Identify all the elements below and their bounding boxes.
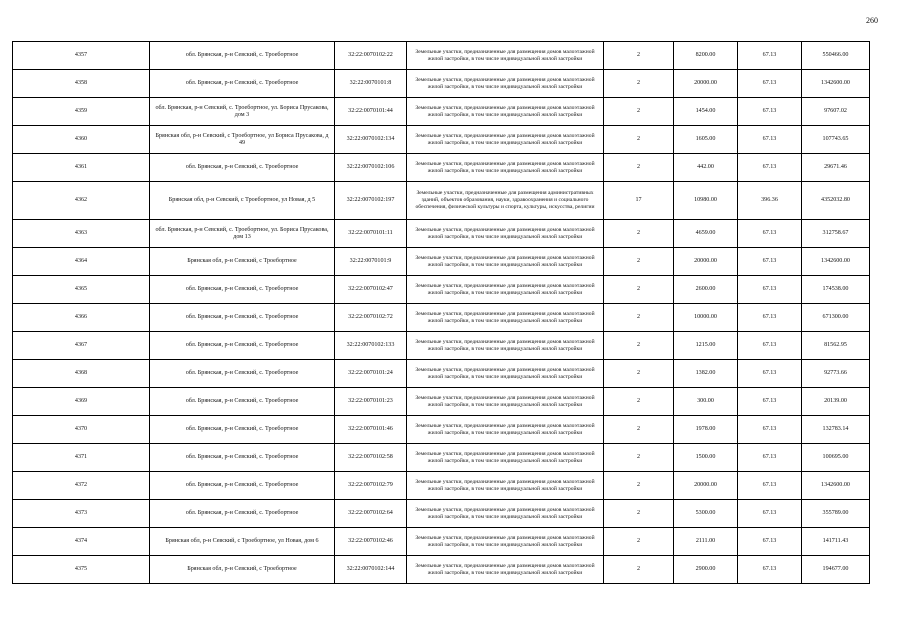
table-row — [13, 304, 870, 332]
row-number-cell: 4370 — [13, 416, 150, 444]
page-number: 260 — [866, 16, 878, 25]
group-code-cell: 2 — [604, 388, 674, 416]
address-cell: обл. Брянская, р-н Севский, с. Троебортное — [150, 154, 335, 182]
cadastral-number-cell: 32:22:0070101:8 — [335, 70, 407, 98]
area-cell: 20000.00 — [674, 248, 738, 276]
group-code-cell: 2 — [604, 248, 674, 276]
cadastral-number-cell: 32:22:0070102:134 — [335, 126, 407, 154]
area-cell: 442.00 — [674, 154, 738, 182]
cadastral-number-cell: 32:22:0070102:46 — [335, 528, 407, 556]
area-cell: 1454.00 — [674, 98, 738, 126]
cadastral-value-cell: 29671.46 — [802, 154, 870, 182]
table-row — [13, 42, 870, 70]
land-use-cell: Земельные участки, предназначенные для размещения домов малоэтажной жилой застройки, в том числе индивидуальной жилой застройки — [407, 98, 604, 126]
cadastral-value-cell: 312758.67 — [802, 220, 870, 248]
area-cell: 1978.00 — [674, 416, 738, 444]
table-row — [13, 332, 870, 360]
cadastral-number-cell: 32:22:0070102:79 — [335, 472, 407, 500]
table-row — [13, 220, 870, 248]
table-row — [13, 500, 870, 528]
table-row — [13, 416, 870, 444]
row-number-cell: 4360 — [13, 126, 150, 154]
row-number-cell: 4361 — [13, 154, 150, 182]
group-code-cell: 2 — [604, 304, 674, 332]
land-use-cell: Земельные участки, предназначенные для размещения домов малоэтажной жилой застройки, в том числе индивидуальной жилой застройки — [407, 248, 604, 276]
table-row — [13, 182, 870, 220]
group-code-cell: 2 — [604, 472, 674, 500]
table-row — [13, 444, 870, 472]
area-cell: 1500.00 — [674, 444, 738, 472]
group-code-cell: 2 — [604, 332, 674, 360]
land-use-cell: Земельные участки, предназначенные для размещения домов малоэтажной жилой застройки, в том числе индивидуальной жилой застройки — [407, 444, 604, 472]
specific-value-cell: 67.13 — [738, 276, 802, 304]
land-use-cell: Земельные участки, предназначенные для размещения домов малоэтажной жилой застройки, в том числе индивидуальной жилой застройки — [407, 220, 604, 248]
area-cell: 20000.00 — [674, 70, 738, 98]
cadastral-number-cell: 32:22:0070101:23 — [335, 388, 407, 416]
specific-value-cell: 396.36 — [738, 182, 802, 220]
cadastral-number-cell: 32:22:0070102:133 — [335, 332, 407, 360]
cadastral-value-cell: 92773.66 — [802, 360, 870, 388]
cadastral-value-cell: 81562.95 — [802, 332, 870, 360]
cadastral-number-cell: 32:22:0070102:64 — [335, 500, 407, 528]
land-use-cell: Земельные участки, предназначенные для размещения административных зданий, объектов образования, науки, здравоохранения и социального обеспечения, физической культуры и спорта, культуры, искусства, религии — [407, 182, 604, 220]
row-number-cell: 4359 — [13, 98, 150, 126]
address-cell: обл. Брянская, р-н Севский, с. Троебортное — [150, 472, 335, 500]
cadastral-value-cell: 174538.00 — [802, 276, 870, 304]
address-cell: Брянская обл, р-н Севский, с Троебортное — [150, 248, 335, 276]
specific-value-cell: 67.13 — [738, 556, 802, 584]
group-code-cell: 2 — [604, 360, 674, 388]
address-cell: обл. Брянская, р-н Севский, с. Троебортное — [150, 388, 335, 416]
cadastral-number-cell: 32:22:0070102:47 — [335, 276, 407, 304]
row-number-cell: 4374 — [13, 528, 150, 556]
cadastral-value-cell: 355789.00 — [802, 500, 870, 528]
specific-value-cell: 67.13 — [738, 472, 802, 500]
address-cell: Брянская обл, р-н Севский, с Троебортное, ул Бориса Прусакова, д 49 — [150, 126, 335, 154]
specific-value-cell: 67.13 — [738, 444, 802, 472]
specific-value-cell: 67.13 — [738, 248, 802, 276]
area-cell: 20000.00 — [674, 472, 738, 500]
specific-value-cell: 67.13 — [738, 154, 802, 182]
address-cell: обл. Брянская, р-н Севский, с. Троебортное — [150, 500, 335, 528]
area-cell: 2900.00 — [674, 556, 738, 584]
area-cell: 10000.00 — [674, 304, 738, 332]
cadastral-number-cell: 32:22:0070101:24 — [335, 360, 407, 388]
cadastral-value-cell: 132783.14 — [802, 416, 870, 444]
land-use-cell: Земельные участки, предназначенные для размещения домов малоэтажной жилой застройки, в том числе индивидуальной жилой застройки — [407, 70, 604, 98]
cadastral-number-cell: 32:22:0070102:106 — [335, 154, 407, 182]
group-code-cell: 2 — [604, 70, 674, 98]
land-use-cell: Земельные участки, предназначенные для размещения домов малоэтажной жилой застройки, в том числе индивидуальной жилой застройки — [407, 528, 604, 556]
cadastral-value-cell: 107743.65 — [802, 126, 870, 154]
address-cell: обл. Брянская, р-н Севский, с. Троебортное — [150, 304, 335, 332]
address-cell: обл. Брянская, р-н Севский, с. Троебортное — [150, 42, 335, 70]
address-cell: обл. Брянская, р-н Севский, с. Троебортное — [150, 276, 335, 304]
land-use-cell: Земельные участки, предназначенные для размещения домов малоэтажной жилой застройки, в том числе индивидуальной жилой застройки — [407, 332, 604, 360]
address-cell: Брянская обл, р-н Севский, с Троебортное, ул Новая, дом 6 — [150, 528, 335, 556]
table-row — [13, 556, 870, 584]
cadastral-number-cell: 32:22:0070102:72 — [335, 304, 407, 332]
address-cell: обл. Брянская, р-н Севский, с. Троебортное — [150, 332, 335, 360]
cadastral-value-cell: 4352032.80 — [802, 182, 870, 220]
row-number-cell: 4367 — [13, 332, 150, 360]
land-use-cell: Земельные участки, предназначенные для размещения домов малоэтажной жилой застройки, в том числе индивидуальной жилой застройки — [407, 42, 604, 70]
row-number-cell: 4371 — [13, 444, 150, 472]
cadastral-value-cell: 141711.43 — [802, 528, 870, 556]
specific-value-cell: 67.13 — [738, 416, 802, 444]
cadastral-number-cell: 32:22:0070102:197 — [335, 182, 407, 220]
specific-value-cell: 67.13 — [738, 528, 802, 556]
specific-value-cell: 67.13 — [738, 304, 802, 332]
table-row — [13, 528, 870, 556]
cadastral-value-cell: 100695.00 — [802, 444, 870, 472]
cadastral-value-cell: 671300.00 — [802, 304, 870, 332]
specific-value-cell: 67.13 — [738, 332, 802, 360]
address-cell: обл. Брянская, р-н Севский, с. Троебортное — [150, 360, 335, 388]
table-row — [13, 98, 870, 126]
area-cell: 2111.00 — [674, 528, 738, 556]
cadastral-number-cell: 32:22:0070101:46 — [335, 416, 407, 444]
area-cell: 10980.00 — [674, 182, 738, 220]
row-number-cell: 4365 — [13, 276, 150, 304]
specific-value-cell: 67.13 — [738, 500, 802, 528]
address-cell: Брянская обл, р-н Севский, с Троебортное — [150, 556, 335, 584]
address-cell: обл. Брянская, р-н Севский, с. Троебортное, ул. Бориса Прусакова, дом 3 — [150, 98, 335, 126]
area-cell: 4659.00 — [674, 220, 738, 248]
cadastral-number-cell: 32:22:0070101:44 — [335, 98, 407, 126]
cadastral-value-cell: 1342600.00 — [802, 248, 870, 276]
row-number-cell: 4357 — [13, 42, 150, 70]
row-number-cell: 4375 — [13, 556, 150, 584]
cadastral-value-cell: 194677.00 — [802, 556, 870, 584]
specific-value-cell: 67.13 — [738, 388, 802, 416]
cadastral-value-table — [12, 41, 870, 584]
area-cell: 8200.00 — [674, 42, 738, 70]
table-row — [13, 360, 870, 388]
group-code-cell: 2 — [604, 154, 674, 182]
group-code-cell: 2 — [604, 42, 674, 70]
specific-value-cell: 67.13 — [738, 70, 802, 98]
row-number-cell: 4369 — [13, 388, 150, 416]
table-body — [13, 42, 870, 584]
group-code-cell: 2 — [604, 556, 674, 584]
cadastral-number-cell: 32:22:0070101:11 — [335, 220, 407, 248]
group-code-cell: 2 — [604, 416, 674, 444]
group-code-cell: 2 — [604, 528, 674, 556]
address-cell: обл. Брянская, р-н Севский, с. Троебортное — [150, 444, 335, 472]
table-row — [13, 126, 870, 154]
land-use-cell: Земельные участки, предназначенные для размещения домов малоэтажной жилой застройки, в том числе индивидуальной жилой застройки — [407, 556, 604, 584]
table-row — [13, 70, 870, 98]
area-cell: 1382.00 — [674, 360, 738, 388]
cadastral-number-cell: 32:22:0070101:9 — [335, 248, 407, 276]
land-use-cell: Земельные участки, предназначенные для размещения домов малоэтажной жилой застройки, в том числе индивидуальной жилой застройки — [407, 500, 604, 528]
group-code-cell: 2 — [604, 98, 674, 126]
area-cell: 300.00 — [674, 388, 738, 416]
table-row — [13, 154, 870, 182]
address-cell: Брянская обл, р-н Севский, с Троебортное, ул Новая, д 5 — [150, 182, 335, 220]
land-use-cell: Земельные участки, предназначенные для размещения домов малоэтажной жилой застройки, в том числе индивидуальной жилой застройки — [407, 360, 604, 388]
row-number-cell: 4363 — [13, 220, 150, 248]
land-use-cell: Земельные участки, предназначенные для размещения домов малоэтажной жилой застройки, в том числе индивидуальной жилой застройки — [407, 416, 604, 444]
land-use-cell: Земельные участки, предназначенные для размещения домов малоэтажной жилой застройки, в том числе индивидуальной жилой застройки — [407, 276, 604, 304]
cadastral-number-cell: 32:22:0070102:58 — [335, 444, 407, 472]
land-use-cell: Земельные участки, предназначенные для размещения домов малоэтажной жилой застройки, в том числе индивидуальной жилой застройки — [407, 126, 604, 154]
table-row — [13, 388, 870, 416]
area-cell: 2600.00 — [674, 276, 738, 304]
group-code-cell: 2 — [604, 500, 674, 528]
land-use-cell: Земельные участки, предназначенные для размещения домов малоэтажной жилой застройки, в том числе индивидуальной жилой застройки — [407, 472, 604, 500]
specific-value-cell: 67.13 — [738, 126, 802, 154]
cadastral-value-cell: 1342600.00 — [802, 472, 870, 500]
row-number-cell: 4362 — [13, 182, 150, 220]
group-code-cell: 2 — [604, 220, 674, 248]
table-row — [13, 248, 870, 276]
cadastral-number-cell: 32:22:0070102:144 — [335, 556, 407, 584]
address-cell: обл. Брянская, р-н Севский, с. Троебортное — [150, 416, 335, 444]
cadastral-value-cell: 97607.02 — [802, 98, 870, 126]
cadastral-value-cell: 20139.00 — [802, 388, 870, 416]
row-number-cell: 4364 — [13, 248, 150, 276]
area-cell: 5300.00 — [674, 500, 738, 528]
land-use-cell: Земельные участки, предназначенные для размещения домов малоэтажной жилой застройки, в том числе индивидуальной жилой застройки — [407, 388, 604, 416]
land-use-cell: Земельные участки, предназначенные для размещения домов малоэтажной жилой застройки, в том числе индивидуальной жилой застройки — [407, 304, 604, 332]
row-number-cell: 4373 — [13, 500, 150, 528]
area-cell: 1215.00 — [674, 332, 738, 360]
cadastral-value-cell: 1342600.00 — [802, 70, 870, 98]
land-use-cell: Земельные участки, предназначенные для размещения домов малоэтажной жилой застройки, в том числе индивидуальной жилой застройки — [407, 154, 604, 182]
cadastral-number-cell: 32:22:0070102:22 — [335, 42, 407, 70]
row-number-cell: 4358 — [13, 70, 150, 98]
group-code-cell: 2 — [604, 276, 674, 304]
table-row — [13, 276, 870, 304]
specific-value-cell: 67.13 — [738, 42, 802, 70]
group-code-cell: 2 — [604, 444, 674, 472]
table-row — [13, 472, 870, 500]
row-number-cell: 4372 — [13, 472, 150, 500]
specific-value-cell: 67.13 — [738, 360, 802, 388]
row-number-cell: 4366 — [13, 304, 150, 332]
specific-value-cell: 67.13 — [738, 98, 802, 126]
group-code-cell: 17 — [604, 182, 674, 220]
address-cell: обл. Брянская, р-н Севский, с. Троебортное — [150, 70, 335, 98]
cadastral-value-cell: 550466.00 — [802, 42, 870, 70]
group-code-cell: 2 — [604, 126, 674, 154]
area-cell: 1605.00 — [674, 126, 738, 154]
address-cell: обл. Брянская, р-н Севский, с. Троебортное, ул. Бориса Прусакова, дом 13 — [150, 220, 335, 248]
row-number-cell: 4368 — [13, 360, 150, 388]
specific-value-cell: 67.13 — [738, 220, 802, 248]
